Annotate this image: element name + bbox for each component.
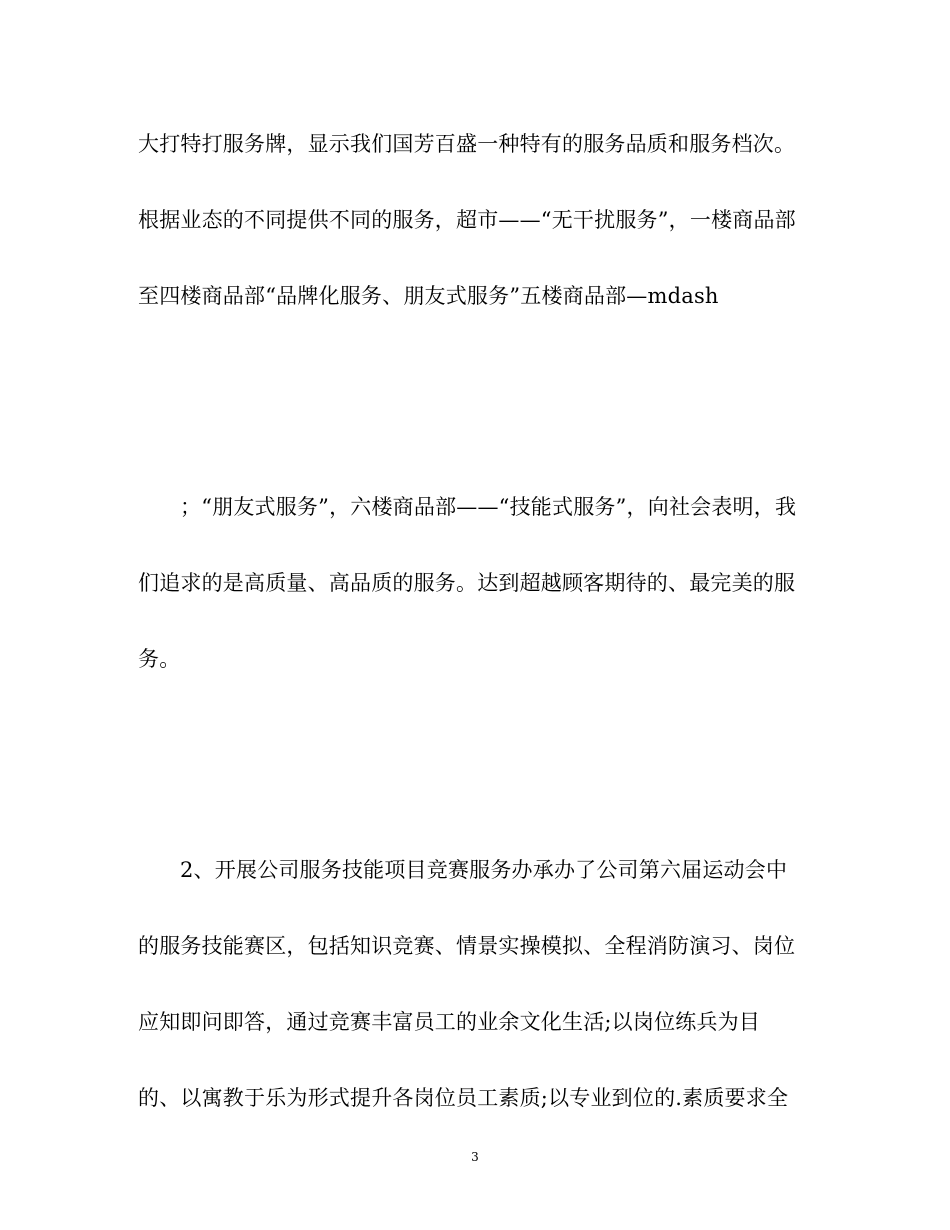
paragraph-3-line-4: 的、以寓教于乐为形式提升各岗位员工素质;以专业到位的.素质要求全 xyxy=(138,1086,789,1110)
paragraph-1-line-1: 大打特打服务牌，显示我们国芳百盛一种特有的服务品质和服务档次。 xyxy=(138,132,796,156)
page-number: 3 xyxy=(471,1150,479,1164)
paragraph-1-line-3: 至四楼商品部“品牌化服务、朋友式服务”五楼商品部—mdash xyxy=(138,284,719,308)
paragraph-2-line-1: ；“朋友式服务”，六楼商品部——“技能式服务”，向社会表明，我 xyxy=(180,495,797,519)
paragraph-3-line-3: 应知即问即答，通过竞赛丰富员工的业余文化生活;以岗位练兵为目 xyxy=(138,1010,761,1034)
paragraph-3-line-1: 2、开展公司服务技能项目竞赛服务办承办了公司第六届运动会中 xyxy=(180,858,788,882)
paragraph-1-line-2: 根据业态的不同提供不同的服务，超市——“无干扰服务”，一楼商品部 xyxy=(138,208,796,232)
paragraph-3-line-2: 的服务技能赛区，包括知识竞赛、情景实操模拟、全程消防演习、岗位 xyxy=(138,934,796,958)
paragraph-2-line-3: 务。 xyxy=(138,647,181,671)
paragraph-2-line-2: 们追求的是高质量、高品质的服务。达到超越顾客期待的、最完美的服 xyxy=(138,571,796,595)
